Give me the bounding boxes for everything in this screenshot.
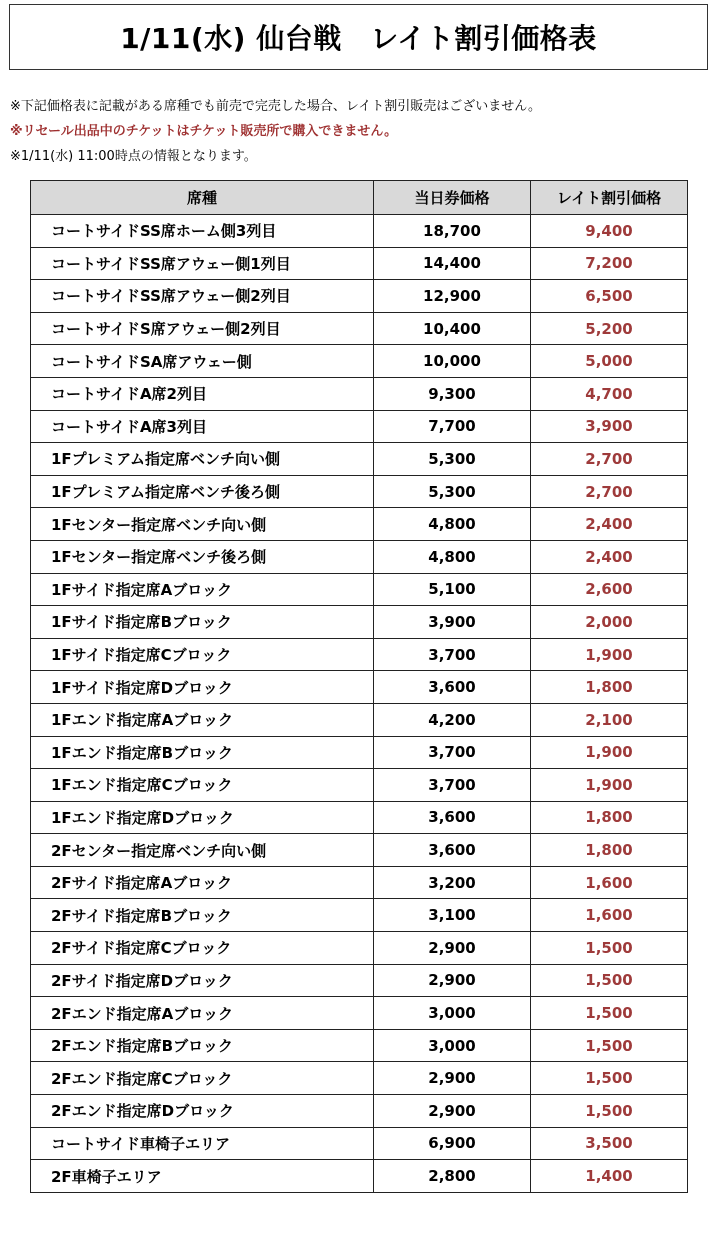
day-price-cell: 3,200 [374,866,531,899]
table-row [31,1127,688,1160]
note-sellout: ※下記価格表に記載がある席種でも前売で完売した場合、レイト割引販売はございません。 [10,99,542,114]
seat-type-cell: 1Fエンド指定席Cブロック [31,769,374,802]
seat-type-cell: 1Fサイド指定席Bブロック [31,606,374,639]
late-price-cell: 1,800 [531,834,688,867]
seat-type-cell: 1Fサイド指定席Cブロック [31,638,374,671]
seat-type-cell: コートサイドSA席アウェー側 [31,345,374,378]
table-row [31,377,688,410]
day-price-cell: 9,300 [374,377,531,410]
seat-type-cell: 2Fエンド指定席Bブロック [31,1029,374,1062]
late-price-cell: 2,400 [531,540,688,573]
table-row [31,443,688,476]
seat-type-cell: コートサイド車椅子エリア [31,1127,374,1160]
table-row [31,573,688,606]
seat-type-cell: 2Fサイド指定席Dブロック [31,964,374,997]
day-price-cell: 5,100 [374,573,531,606]
notes-section [10,94,710,169]
table-row [31,475,688,508]
late-price-cell: 1,600 [531,866,688,899]
day-price-cell: 10,000 [374,345,531,378]
table-row [31,801,688,834]
seat-type-cell: 2Fエンド指定席Cブロック [31,1062,374,1095]
late-price-cell: 1,400 [531,1160,688,1193]
late-price-cell: 2,000 [531,606,688,639]
late-price-cell: 2,700 [531,443,688,476]
late-price-cell: 3,900 [531,410,688,443]
seat-type-cell: コートサイドA席3列目 [31,410,374,443]
day-price-cell: 4,800 [374,540,531,573]
table-row [31,247,688,280]
day-price-cell: 3,900 [374,606,531,639]
late-price-cell: 5,000 [531,345,688,378]
seat-type-cell: 1Fプレミアム指定席ベンチ後ろ側 [31,475,374,508]
table-row [31,1160,688,1193]
seat-type-cell: コートサイドSS席アウェー側2列目 [31,280,374,313]
table-row [31,638,688,671]
note-resale-warning: ※リセール出品中のチケットはチケット販売所で購入できません。 [10,124,398,139]
table-row [31,1095,688,1128]
seat-type-cell: 1Fエンド指定席Bブロック [31,736,374,769]
seat-type-cell: 2Fサイド指定席Aブロック [31,866,374,899]
seat-type-cell: 1Fサイド指定席Aブロック [31,573,374,606]
day-price-cell: 3,600 [374,801,531,834]
day-price-cell: 14,400 [374,247,531,280]
seat-type-cell: 1Fセンター指定席ベンチ向い側 [31,508,374,541]
table-row [31,866,688,899]
seat-type-cell: 2Fサイド指定席Cブロック [31,932,374,965]
day-price-cell: 10,400 [374,312,531,345]
late-price-cell: 1,500 [531,932,688,965]
title-box [9,4,708,70]
late-price-cell: 4,700 [531,377,688,410]
late-price-cell: 1,900 [531,769,688,802]
day-price-cell: 3,600 [374,671,531,704]
late-price-cell: 1,500 [531,1095,688,1128]
late-price-cell: 1,800 [531,671,688,704]
table-row [31,215,688,248]
seat-type-cell: コートサイドA席2列目 [31,377,374,410]
table-row [31,769,688,802]
price-table [30,180,688,1193]
header-seat-type: 席種 [31,181,374,215]
table-row [31,312,688,345]
table-header-row [31,181,688,215]
day-price-cell: 3,100 [374,899,531,932]
seat-type-cell: 2Fエンド指定席Dブロック [31,1095,374,1128]
seat-type-cell: コートサイドS席アウェー側2列目 [31,312,374,345]
day-price-cell: 5,300 [374,475,531,508]
header-day-price: 当日券価格 [374,181,531,215]
table-row [31,736,688,769]
table-row [31,1062,688,1095]
day-price-cell: 3,000 [374,1029,531,1062]
day-price-cell: 2,900 [374,964,531,997]
day-price-cell: 2,900 [374,1095,531,1128]
table-row [31,606,688,639]
day-price-cell: 4,200 [374,703,531,736]
late-price-cell: 5,200 [531,312,688,345]
late-price-cell: 2,100 [531,703,688,736]
page-title: 1/11(水) 仙台戦 レイト割引価格表 [120,22,597,55]
late-price-cell: 1,900 [531,736,688,769]
seat-type-cell: 2Fエンド指定席Aブロック [31,997,374,1030]
seat-type-cell: コートサイドSS席ホーム側3列目 [31,215,374,248]
late-price-cell: 1,800 [531,801,688,834]
table-row [31,932,688,965]
table-row [31,280,688,313]
day-price-cell: 7,700 [374,410,531,443]
day-price-cell: 2,900 [374,1062,531,1095]
late-price-cell: 1,500 [531,997,688,1030]
day-price-cell: 12,900 [374,280,531,313]
late-price-cell: 9,400 [531,215,688,248]
day-price-cell: 2,900 [374,932,531,965]
day-price-cell: 6,900 [374,1127,531,1160]
day-price-cell: 3,700 [374,736,531,769]
day-price-cell: 18,700 [374,215,531,248]
day-price-cell: 3,600 [374,834,531,867]
seat-type-cell: 1Fサイド指定席Dブロック [31,671,374,704]
table-row [31,671,688,704]
table-row [31,834,688,867]
price-table-body [31,215,688,1193]
seat-type-cell: コートサイドSS席アウェー側1列目 [31,247,374,280]
late-price-cell: 1,500 [531,1029,688,1062]
seat-type-cell: 2Fセンター指定席ベンチ向い側 [31,834,374,867]
late-price-cell: 2,700 [531,475,688,508]
day-price-cell: 2,800 [374,1160,531,1193]
seat-type-cell: 2F車椅子エリア [31,1160,374,1193]
late-price-cell: 6,500 [531,280,688,313]
late-price-cell: 1,600 [531,899,688,932]
table-row [31,345,688,378]
seat-type-cell: 1Fセンター指定席ベンチ後ろ側 [31,540,374,573]
seat-type-cell: 1Fエンド指定席Dブロック [31,801,374,834]
table-row [31,899,688,932]
late-price-cell: 7,200 [531,247,688,280]
header-late-price: レイト割引価格 [531,181,688,215]
late-price-cell: 2,600 [531,573,688,606]
table-row [31,964,688,997]
table-row [31,997,688,1030]
day-price-cell: 3,700 [374,638,531,671]
table-row [31,508,688,541]
day-price-cell: 3,000 [374,997,531,1030]
day-price-cell: 4,800 [374,508,531,541]
note-info-time: ※1/11(水) 11:00時点の情報となります。 [10,149,257,164]
late-price-cell: 1,900 [531,638,688,671]
late-price-cell: 1,500 [531,964,688,997]
late-price-cell: 1,500 [531,1062,688,1095]
seat-type-cell: 2Fサイド指定席Bブロック [31,899,374,932]
day-price-cell: 3,700 [374,769,531,802]
seat-type-cell: 1Fプレミアム指定席ベンチ向い側 [31,443,374,476]
day-price-cell: 5,300 [374,443,531,476]
seat-type-cell: 1Fエンド指定席Aブロック [31,703,374,736]
late-price-cell: 2,400 [531,508,688,541]
late-price-cell: 3,500 [531,1127,688,1160]
table-row [31,703,688,736]
table-row [31,540,688,573]
table-row [31,410,688,443]
table-row [31,1029,688,1062]
